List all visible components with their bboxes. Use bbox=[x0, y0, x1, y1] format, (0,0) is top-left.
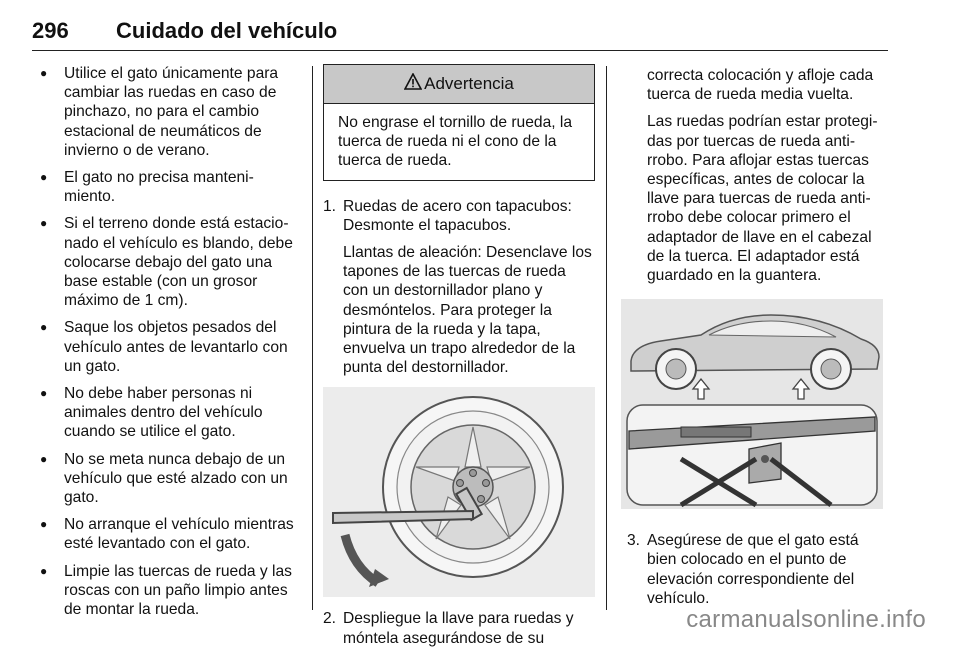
list-item: ● No arranque el vehículo mientras esté levantado con el gato. bbox=[38, 515, 300, 553]
car-jack-illustration bbox=[621, 299, 883, 509]
step-text: correcta colocación y afloje cada tuerca de rueda media vuelta. bbox=[647, 67, 874, 104]
step-text: Despliegue la llave para ruedas y móntela asegurándose de su bbox=[343, 610, 574, 647]
watermark: carmanualsonline.info bbox=[686, 606, 926, 633]
column-left bbox=[38, 64, 300, 627]
step-number: 2. bbox=[323, 610, 337, 628]
list-item: ● No se meta nunca debajo de un vehículo que esté alzado con un gato. bbox=[38, 450, 300, 508]
step-number: 3. bbox=[627, 532, 641, 550]
warning-text: No engrase el tornillo de rueda, la tuerca de rueda ni el cono de la tuerca de rueda. bbox=[338, 114, 573, 170]
step-2 bbox=[323, 609, 595, 647]
list-item: ● Si el terreno donde está estacio-nado el vehículo es blando, debe colocarse debajo del gato una base estable (con un grosor máximo de 1 cm). bbox=[38, 214, 300, 310]
step-number: 1. bbox=[323, 197, 337, 215]
step-text: Ruedas de acero con tapacubos: Desmonte el tapacubos. bbox=[343, 197, 572, 234]
list-item: ● No debe haber personas ni animales dentro del vehículo cuando se utilice el gato. bbox=[38, 384, 300, 442]
step-text: Llantas de aleación: Desenclave los tapones de las tuercas de rueda con un destornillador plano y desmóntelos. Para proteger la pintura de la rueda y la tapa, envuelva un trapo alrededor de la punta del destornillador. bbox=[343, 244, 592, 377]
list-item: ● Utilice el gato únicamente para cambiar las ruedas en caso de pinchazo, no para el cambio estacional de neumáticos de invierno o de verano. bbox=[38, 64, 300, 160]
column-divider bbox=[606, 66, 607, 610]
step-2-continued bbox=[627, 66, 889, 285]
step-text: Asegúrese de que el gato está bien colocado en el punto de elevación correspondiente del vehículo. bbox=[647, 532, 859, 607]
list-item: ● Saque los objetos pesados del vehículo antes de levantarlo con un gato. bbox=[38, 318, 300, 376]
column-middle bbox=[323, 64, 595, 648]
list-item: ● El gato no precisa manteni-miento. bbox=[38, 168, 300, 206]
page-title: Cuidado del vehículo bbox=[116, 18, 338, 43]
warning-title: Advertencia bbox=[424, 74, 514, 94]
wheel-wrench-illustration bbox=[323, 387, 595, 597]
step-3 bbox=[627, 531, 889, 608]
precautions-list bbox=[38, 64, 300, 619]
step-1 bbox=[323, 197, 595, 378]
page-header bbox=[32, 14, 888, 51]
step-text: Las ruedas podrían estar protegi-das por tuercas de rueda anti-rrobo. Para aflojar estas tuercas específicas, antes de colocar la llave para tuercas de rueda anti-rrobo debe colocar primero el adaptador de llave en el cabezal de la tuerca. El adaptador está guardado en la guantera. bbox=[647, 113, 878, 285]
warning-triangle-icon bbox=[404, 73, 422, 94]
column-right bbox=[627, 66, 889, 608]
list-item: ● Limpie las tuercas de rueda y las roscas con un paño limpio antes de montar la rueda. bbox=[38, 562, 300, 620]
column-divider bbox=[312, 66, 313, 610]
page-number: 296 bbox=[32, 18, 69, 43]
warning-box bbox=[323, 64, 595, 181]
warning-header bbox=[324, 65, 594, 104]
